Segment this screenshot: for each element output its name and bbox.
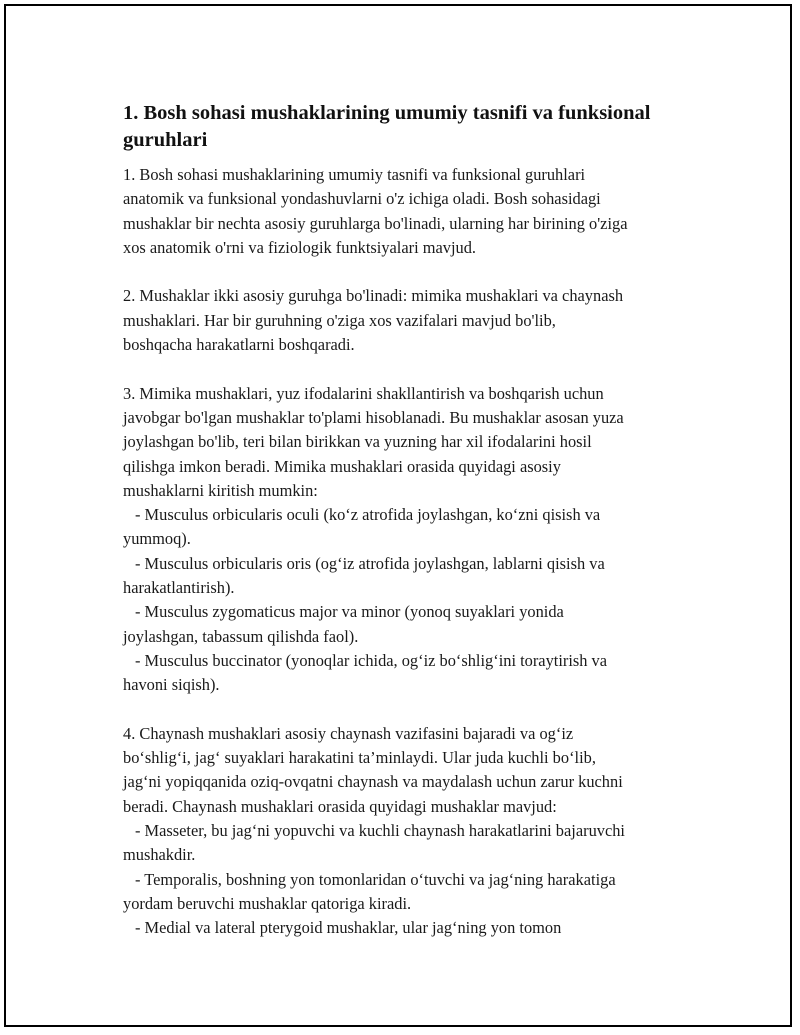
heading-line: guruhlari xyxy=(123,129,208,151)
paragraph-list xyxy=(123,163,703,941)
text-line: harakatlantirish). xyxy=(123,578,235,598)
paragraph xyxy=(123,163,703,260)
text-line: 1. Bosh sohasi mushaklarining umumiy tasnifi va funksional guruhlari xyxy=(123,165,586,184)
text-line: joylashgan, tabassum qilishda faol). xyxy=(123,626,359,646)
paragraph xyxy=(123,284,703,357)
text-line: havoni siqish). xyxy=(123,675,220,695)
text-line: 4. Chaynash mushaklari asosiy chaynash vazifasini bajaradi va og‘iz xyxy=(123,723,574,743)
text-line: mushaklar bir nechta asosiy guruhlarga bo'linadi, ularning har birining o'ziga xyxy=(123,213,628,233)
section-heading xyxy=(123,100,703,154)
text-line: qilishga imkon beradi. Mimika mushaklari orasida quyidagi asosiy xyxy=(123,456,561,476)
list-item-line: - Masseter, bu jag‘ni yopuvchi va kuchli chaynash harakatlarini bajaruvchi xyxy=(135,821,625,841)
text-line: joylashgan bo'lib, teri bilan birikkan va yuzning har xil ifodalarini hosil xyxy=(123,432,592,452)
text-line: jag‘ni yopiqqanida oziq-ovqatni chaynash va maydalash uchun zarur kuchni xyxy=(123,772,623,792)
text-line: boshqacha harakatlarni boshqaradi. xyxy=(123,335,355,355)
list-item-line: - Musculus orbicularis oculi (ko‘z atrofida joylashgan, ko‘zni qisish va xyxy=(135,505,601,525)
text-line: beradi. Chaynash mushaklari orasida quyidagi mushaklar mavjud: xyxy=(123,796,557,816)
text-line: mushaklarni kiritish mumkin: xyxy=(123,480,318,500)
text-line: mushakdir. xyxy=(123,845,196,865)
list-item-line: - Musculus zygomaticus major va minor (yonoq suyaklari yonida xyxy=(135,602,564,622)
text-line: 3. Mimika mushaklari, yuz ifodalarini shakllantirish va boshqarish uchun xyxy=(123,383,604,403)
text-line: xos anatomik o'rni va fiziologik funktsiyalari mavjud. xyxy=(123,237,477,257)
paragraph xyxy=(123,722,703,941)
text-line: javobgar bo'lgan mushaklar to'plami hisoblanadi. Bu mushaklar asosan yuza xyxy=(123,407,624,427)
text-line: yordam beruvchi mushaklar qatoriga kiradi. xyxy=(123,893,412,913)
list-item-line: - Temporalis, boshning yon tomonlaridan o‘tuvchi va jag‘ning harakatiga xyxy=(135,869,616,889)
text-line: yummoq). xyxy=(123,529,191,549)
page-frame xyxy=(4,4,792,1027)
paragraph xyxy=(123,382,703,698)
document-body xyxy=(123,100,703,965)
list-item-line: - Medial va lateral pterygoid mushaklar, ular jag‘ning yon tomon xyxy=(135,918,562,938)
text-line: 2. Mushaklar ikki asosiy guruhga bo'linadi: mimika mushaklari va chaynash xyxy=(123,286,624,306)
text-line: anatomik va funksional yondashuvlarni o'z ichiga oladi. Bosh sohasidagi xyxy=(123,189,601,209)
text-line: mushaklari. Har bir guruhning o'ziga xos vazifalari mavjud bo'lib, xyxy=(123,310,556,330)
heading-line: 1. Bosh sohasi mushaklarining umumiy tasnifi va funksional xyxy=(123,102,651,124)
list-item-line: - Musculus buccinator (yonoqlar ichida, og‘iz bo‘shlig‘ini toraytirish va xyxy=(135,650,608,670)
list-item-line: - Musculus orbicularis oris (og‘iz atrofida joylashgan, lablarni qisish va xyxy=(135,553,605,573)
text-line: bo‘shlig‘i, jag‘ suyaklari harakatini ta’minlaydi. Ular juda kuchli bo‘lib, xyxy=(123,748,596,768)
